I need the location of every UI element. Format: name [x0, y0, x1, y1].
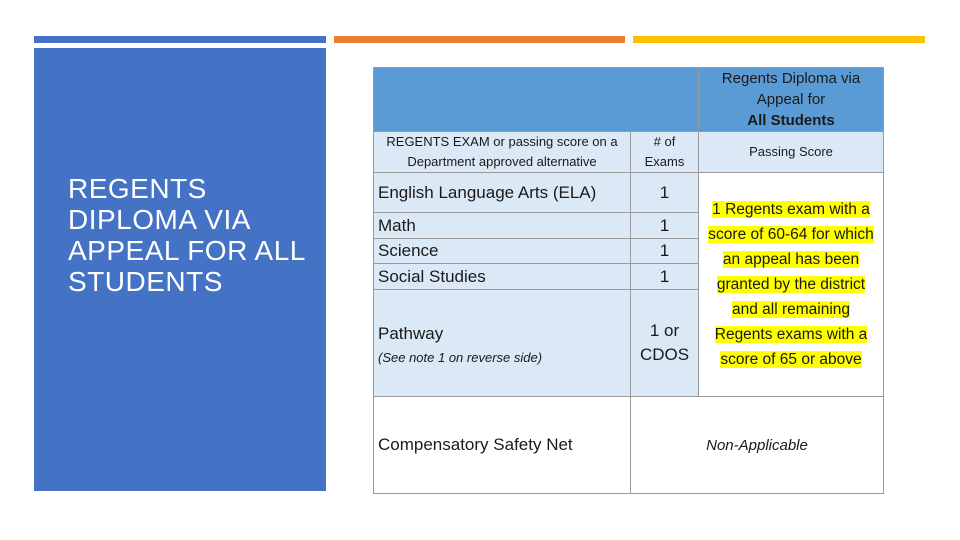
- safety-net-value: Non-Applicable: [631, 397, 884, 494]
- safety-net-label: Compensatory Safety Net: [374, 397, 631, 494]
- exams-pathway: 1 or CDOS: [631, 290, 699, 397]
- exams-social-studies: 1: [631, 264, 699, 290]
- table-header: [699, 68, 884, 132]
- pathway-cell: [374, 290, 631, 397]
- subject-ela: English Language Arts (ELA): [374, 173, 631, 213]
- slide-title: REGENTS DIPLOMA VIA APPEAL FOR ALL STUDENTS: [68, 173, 305, 297]
- title-panel: [34, 48, 326, 491]
- table-header-line2: All Students: [747, 112, 835, 129]
- regents-appeal-table: [373, 67, 884, 494]
- pathway-note: (See note 1 on reverse side): [378, 349, 543, 365]
- exams-science: 1: [631, 239, 699, 264]
- subject-science: Science: [374, 239, 631, 264]
- exams-ela: 1: [631, 173, 699, 213]
- col-header-passing-score: Passing Score: [699, 132, 884, 173]
- header-corner-cell: [374, 68, 699, 132]
- passing-score-cell: [699, 173, 884, 397]
- col-header-exam: REGENTS EXAM or passing score on a Department approved alternative: [374, 132, 631, 173]
- exams-math: 1: [631, 213, 699, 239]
- passing-score-text: 1 Regents exam with a score of 60-64 for which an appeal has been granted by the district and all remaining Regents exams with a score of 65 or above: [708, 201, 874, 368]
- regents-table-container: [373, 67, 883, 482]
- table-header-line1: Regents Diploma via Appeal for: [721, 70, 861, 108]
- col-header-num-exams: # of Exams: [631, 132, 699, 173]
- pathway-label: Pathway: [378, 323, 444, 343]
- accent-bar-orange: [334, 36, 625, 43]
- accent-bar-blue: [34, 36, 326, 43]
- subject-math: Math: [374, 213, 631, 239]
- accent-bar-gold: [633, 36, 925, 43]
- subject-social-studies: Social Studies: [374, 264, 631, 290]
